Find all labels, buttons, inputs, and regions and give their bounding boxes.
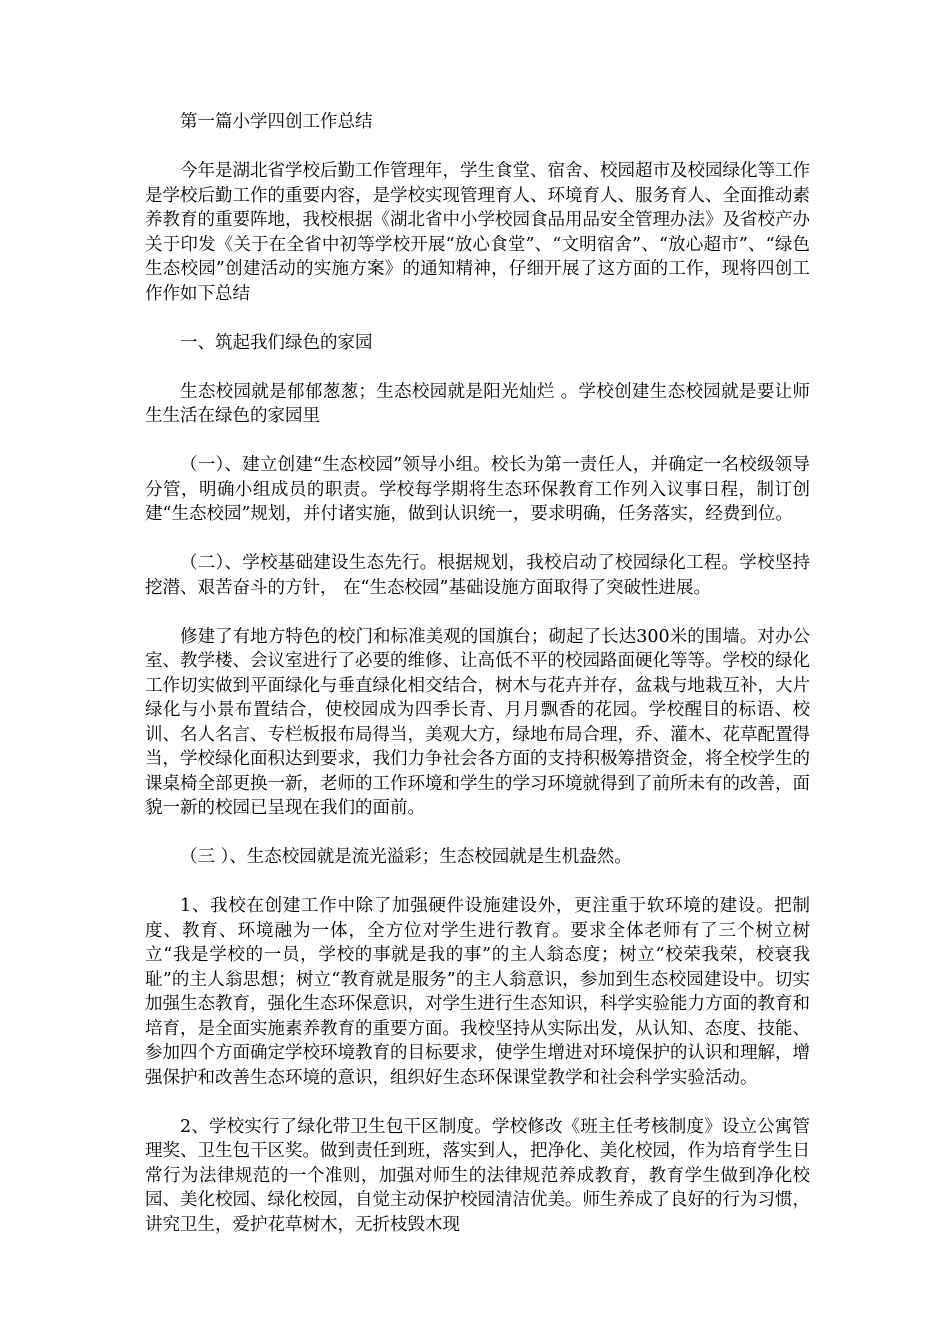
paragraph-hygiene-zone: 2、学校实行了绿化带卫生包干区制度。学校修改《班主任考核制度》设立公寓管理奖、卫生包干区奖。做到责任到班，落实到人，把净化、美化校园，作为培育学生日常行为法律规范的一个准则，加强对师生的法律规范养成教育，教育学生做到净化校园、美化校园、绿化校园，自觉主动保护校园清洁优美。师生养成了良好的行为习惯，讲究卫生，爱护花草树木，无折枝毁木现 <box>145 1116 810 1235</box>
section-heading-1: 一、筑起我们绿色的家园 <box>180 332 373 353</box>
document-page <box>145 110 810 1237</box>
paragraph-intro: 今年是湖北省学校后勤工作管理年，学生食堂、宿舍、校园超市及校园绿化等工作是学校后勤工作的重要内容，是学校实现管理育人、环境育人、服务育人、全面推动素养教育的重要阵地，我校根据《湖北省中小学校园食品用品安全管理办法》及省校产办关于印发《关于在全省中初等学校开展“放心食堂”、“文明宿舍”、“放心超市”、“绿色生态校园”创建活动的实施方案》的通知精神，仔细开展了这方面的工作，现将四创工作作如下总结 <box>145 161 810 304</box>
document-title: 第一篇小学四创工作总结 <box>180 112 373 132</box>
paragraph-construction: 修建了有地方特色的校门和标准美观的国旗台；砌起了长达300米的围墙。对办公室、教学楼、会议室进行了必要的维修、让高低不平的校园路面硬化等等。学校的绿化工作切实做到平面绿化与垂直绿化相交结合，树木与花卉并存，盆栽与地栽互补，大片绿化与小景布置结合，使校园成为四季长青、月月飘香的花园。学校醒目的标语、校训、名人名言、专栏板报布局得当，美观大方，绿地布局合理，乔、灌木、花草配置得当，学校绿化面积达到要求，我们力争社会各方面的支持积极筹措资金，将全校学生的课桌椅全部更换一新，老师的工作环境和学生的学习环境就得到了前所未有的改善，面貌一新的校园已呈现在我们的面前。 <box>145 626 810 818</box>
section-heading-3: （三 ）、生态校园就是流光溢彩；生态校园就是生机盎然。 <box>180 847 632 867</box>
paragraph-infrastructure: （二）、学校基础建设生态先行。根据规划，我校启动了校园绿化工程。学校坚持挖潜、艰苦奋斗的方针， 在“生态校园”基础设施方面取得了突破性进展。 <box>145 553 810 598</box>
paragraph-eco-campus: 生态校园就是郁郁葱葱；生态校园就是阳光灿烂 。学校创建生态校园就是要让师生生活在绿色的家园里 <box>145 381 810 426</box>
paragraph-leadership-group: （一）、建立创建“生态校园”领导小组。校长为第一责任人，并确定一名校级领导分管，明确小组成员的职责。学校每学期将生态环保教育工作列入议事日程，制订创建“生态校园”规划，并付诸实施，做到认识统一，要求明确，任务落实，经费到位。 <box>145 455 810 524</box>
paragraph-soft-environment: 1、我校在创建工作中除了加强硬件设施建设外，更注重于软环境的建设。把制度、教育、环境融为一体，全方位对学生进行教育。要求全体老师有了三个树立树立“我是学校的一员，学校的事就是我的事”的主人翁态度；树立“校荣我荣，校衰我耻”的主人翁思想；树立“教育就是服务”的主人翁意识，参加到生态校园建设中。切实加强生态教育，强化生态环保意识，对学生进行生态知识，科学实验能力方面的教育和培育，是全面实施素养教育的重要方面。我校坚持从实际出发，从认知、态度、技能、参加四个方面确定学校环境教育的目标要求，使学生增进对环境保护的认识和理解，增强保护和改善生态环境的意识，组织好生态环保课堂教学和社会科学实验活动。 <box>145 896 810 1088</box>
